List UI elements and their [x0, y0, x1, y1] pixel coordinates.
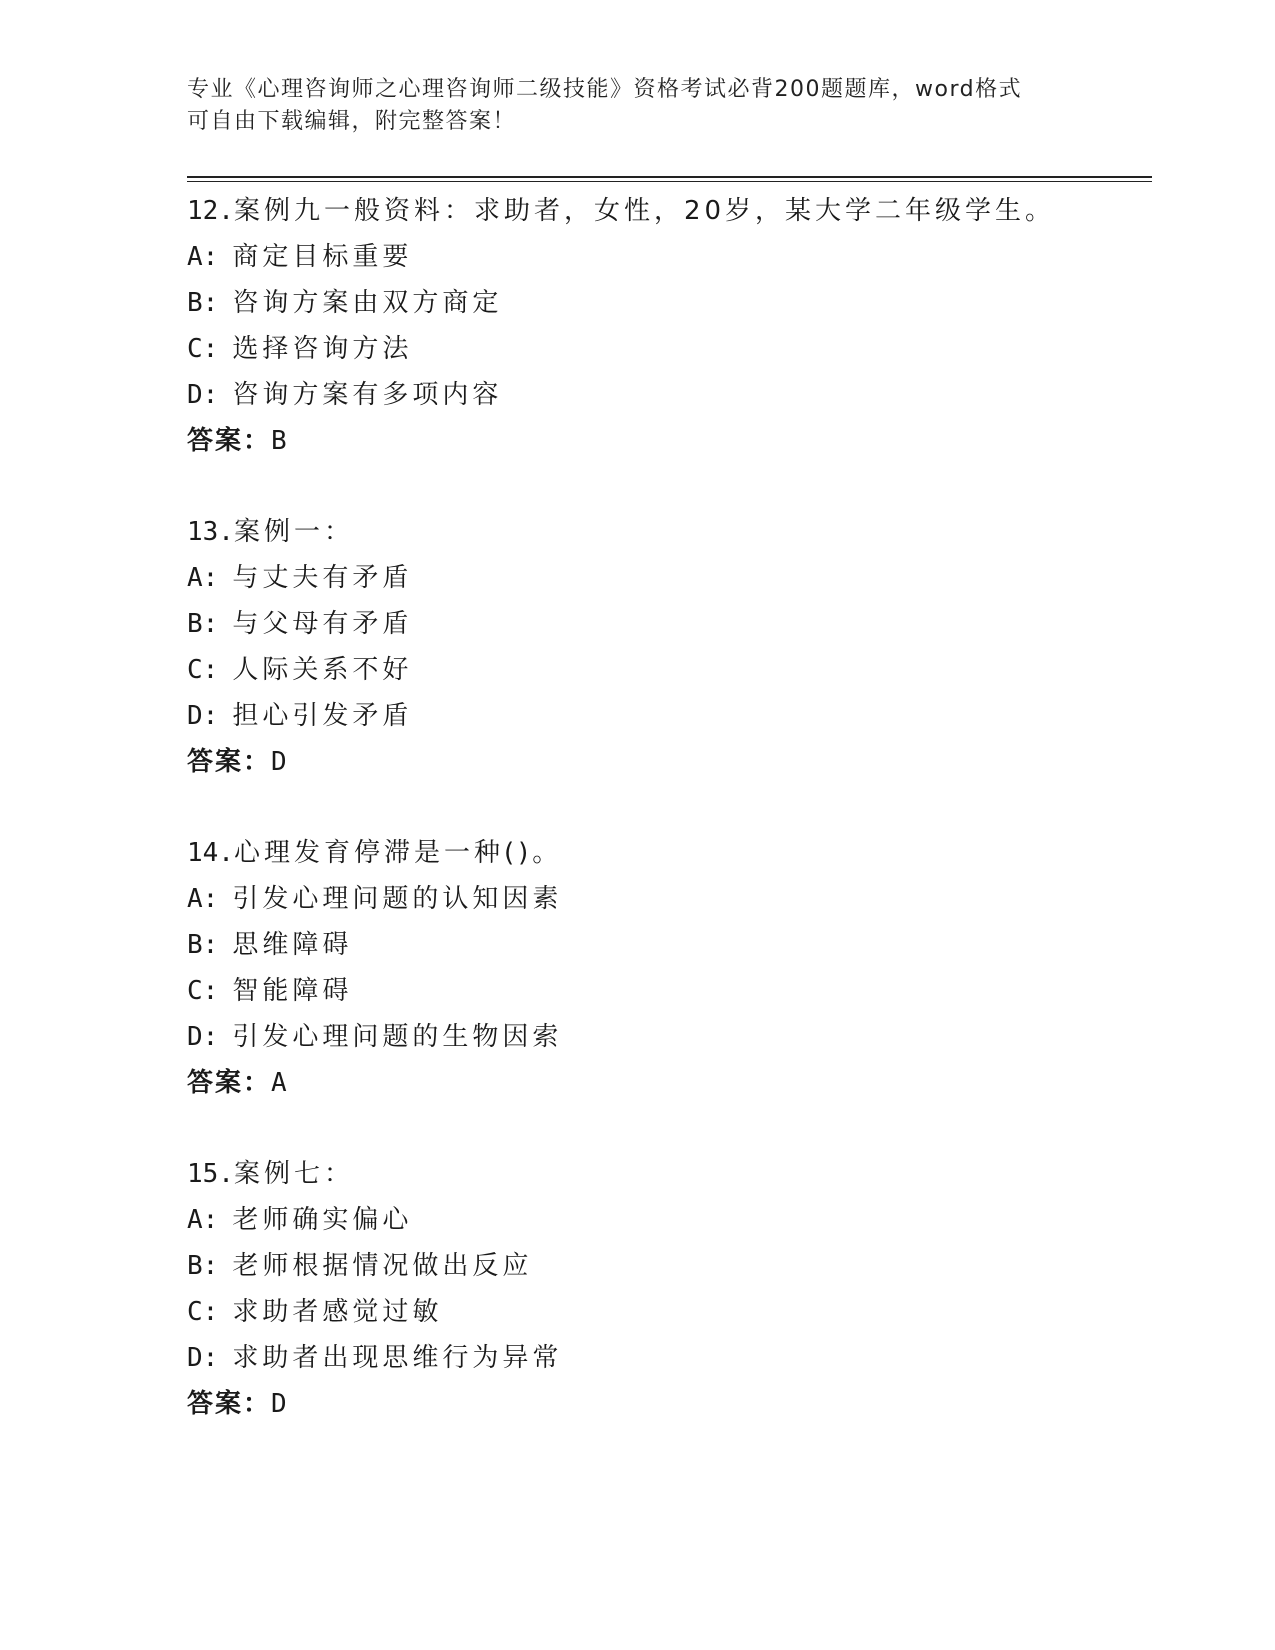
option-key: A:	[187, 242, 219, 272]
question-item	[187, 1151, 1147, 1427]
option-c	[187, 1289, 1147, 1335]
question-number: 14.	[187, 838, 234, 868]
question-text: 案例七：	[233, 1159, 354, 1189]
option-text: 求助者感觉过敏	[232, 1297, 443, 1327]
question-number: 15.	[187, 1159, 234, 1189]
option-key: C:	[187, 976, 219, 1006]
header-line-2: 可自由下载编辑，附完整答案！	[187, 109, 517, 134]
option-text: 求助者出现思维行为异常	[232, 1343, 563, 1373]
question-text: 案例一：	[233, 517, 354, 547]
document-header	[187, 74, 1087, 138]
option-key: A:	[187, 1205, 219, 1235]
option-d	[187, 1335, 1147, 1381]
option-text: 担心引发矛盾	[232, 701, 413, 731]
option-d	[187, 693, 1147, 739]
option-c	[187, 647, 1147, 693]
answer-value: A	[271, 1068, 289, 1098]
option-b	[187, 280, 1147, 326]
option-key: C:	[187, 1297, 219, 1327]
option-text: 选择咨询方法	[232, 334, 413, 364]
answer-label: 答案：	[187, 747, 272, 777]
question-list	[187, 188, 1147, 1472]
option-b	[187, 601, 1147, 647]
option-text: 咨询方案有多项内容	[232, 380, 503, 410]
option-text: 与父母有矛盾	[232, 609, 413, 639]
answer-value: D	[271, 1389, 289, 1419]
option-key: B:	[187, 930, 219, 960]
answer-label: 答案：	[187, 1389, 272, 1419]
option-a	[187, 555, 1147, 601]
option-text: 引发心理问题的生物因索	[232, 1022, 563, 1052]
answer-line	[187, 418, 1147, 464]
option-text: 思维障碍	[232, 930, 353, 960]
option-key: D:	[187, 1022, 219, 1052]
answer-line	[187, 739, 1147, 785]
question-item	[187, 188, 1147, 464]
question-stem	[187, 188, 1147, 234]
answer-value: B	[271, 426, 289, 456]
option-key: B:	[187, 288, 219, 318]
option-c	[187, 968, 1147, 1014]
option-key: C:	[187, 334, 219, 364]
question-number: 12.	[187, 196, 234, 226]
option-b	[187, 1243, 1147, 1289]
question-stem	[187, 509, 1147, 555]
answer-label: 答案：	[187, 426, 272, 456]
option-text: 智能障碍	[232, 976, 353, 1006]
header-divider-thin	[187, 181, 1152, 182]
option-key: A:	[187, 884, 219, 914]
option-a	[187, 1197, 1147, 1243]
question-number: 13.	[187, 517, 234, 547]
question-item	[187, 509, 1147, 785]
question-stem	[187, 830, 1147, 876]
answer-line	[187, 1060, 1147, 1106]
answer-label: 答案：	[187, 1068, 272, 1098]
option-a	[187, 234, 1147, 280]
header-divider-thick	[187, 176, 1152, 178]
answer-line	[187, 1381, 1147, 1427]
option-key: A:	[187, 563, 219, 593]
option-a	[187, 876, 1147, 922]
option-b	[187, 922, 1147, 968]
option-key: D:	[187, 701, 219, 731]
option-text: 商定目标重要	[232, 242, 413, 272]
option-text: 引发心理问题的认知因素	[232, 884, 563, 914]
option-key: D:	[187, 380, 219, 410]
question-stem	[187, 1151, 1147, 1197]
answer-value: D	[271, 747, 289, 777]
option-d	[187, 372, 1147, 418]
option-d	[187, 1014, 1147, 1060]
question-text: 心理发育停滞是一种()。	[233, 838, 563, 868]
option-key: C:	[187, 655, 219, 685]
option-text: 人际关系不好	[232, 655, 413, 685]
option-c	[187, 326, 1147, 372]
option-key: B:	[187, 1251, 219, 1281]
option-text: 与丈夫有矛盾	[232, 563, 413, 593]
option-text: 老师根据情况做出反应	[232, 1251, 533, 1281]
question-text: 案例九一般资料：求助者，女性，20岁，某大学二年级学生。	[233, 196, 1056, 226]
option-text: 咨询方案由双方商定	[232, 288, 503, 318]
option-key: D:	[187, 1343, 219, 1373]
header-line-1: 专业《心理咨询师之心理咨询师二级技能》资格考试必背200题题库，word格式	[187, 77, 1023, 102]
option-key: B:	[187, 609, 219, 639]
option-text: 老师确实偏心	[232, 1205, 413, 1235]
question-item	[187, 830, 1147, 1106]
